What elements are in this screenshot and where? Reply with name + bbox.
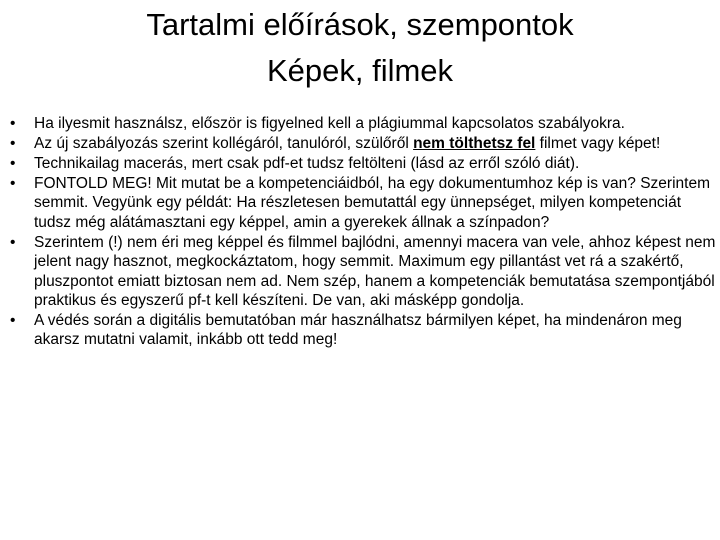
bullet-text: FONTOLD MEG! Mit mutat be a kompetenciáidból, ha egy dokumentumhoz kép is van? Szerintem semmit. Vegyünk egy példát: Ha részletesen bemutattál egy ünnepséget, milyen kompetenciát tudsz még alátámasztani egy képpel, amin a gyerekek állnak a színpadon? [34,174,710,231]
bullet-dot-icon: • [10,115,16,132]
title-line-1: Tartalmi előírások, szempontok [146,7,574,42]
bullet-item [10,233,716,311]
bullet-text: filmet vagy képet! [535,134,661,152]
bullet-text: A védés során a digitális bemutatóban már használhatsz bármilyen képet, ha mindenáron meg akarsz mutatni valamit, inkább ott tedd meg! [34,311,682,349]
bullet-dot-icon: • [10,134,16,152]
bullet-dot-icon: • [10,174,16,192]
bullet-text: Szerintem (!) nem éri meg képpel és filmmel bajlódni, amennyi macera van vele, ahhoz képest nem jelent nagy hasznot, megkockáztatom, hogy semmit. Maximum egy pillantást vet rá a szakértő, pluszpontot emiatt biztosan nem ad. Nem szép, hanem a kompetenciák bemutatása szempontjából praktikus és egyszerű pf-t kell készíteni. De van, aki másképp gondolja. [34,233,716,310]
bullet-item [10,114,716,134]
bullet-emphasis: nem tölthetsz fel [413,134,536,152]
title-line-2: Képek, filmek [266,53,454,88]
bullet-item [10,134,716,154]
bullet-dot-icon: • [10,233,16,251]
slide-title [0,2,720,94]
bullet-item [10,174,716,233]
bullet-dot-icon: • [10,311,16,329]
bullet-list [10,114,716,350]
bullet-item [10,154,716,174]
bullet-dot-icon: • [10,154,16,172]
bullet-text: Az új szabályozás szerint kollégáról, tanulóról, szülőről [34,134,414,152]
bullet-text: Ha ilyesmit használsz, először is figyelned kell a plágiummal kapcsolatos szabályokra. [34,115,625,132]
bullet-text: Technikailag macerás, mert csak pdf-et tudsz feltölteni (lásd az erről szóló diát). [34,154,580,172]
bullet-item [10,311,716,350]
